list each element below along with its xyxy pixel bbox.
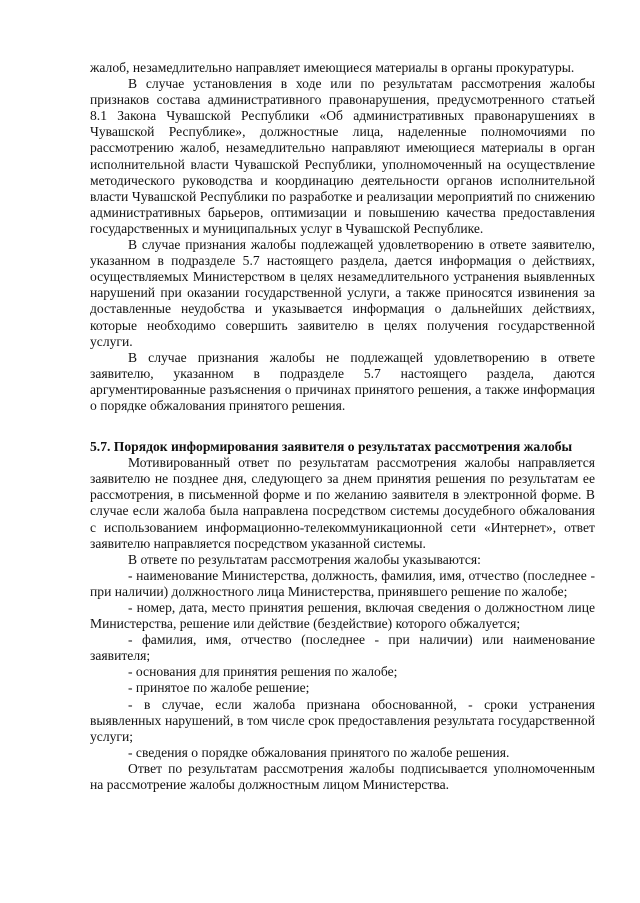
paragraph-closing: Ответ по результатам рассмотрения жалобы подписывается уполномоченным на рассмотрение жалобы должностным лицом Министерства. xyxy=(90,760,595,793)
paragraph-reasoned-answer: Мотивированный ответ по результатам рассмотрения жалобы направляется заявителю не позднее дня, следующего за днем принятия решения по результатам ее рассмотрения, в письменной форме и по желанию заявителя в электронной форме. В случае если жалоба была направлена посредством системы досудебного обжалования с использованием информационно-телекоммуникационной сети «Интернет», ответ заявителю направляется посредством указанной системы. xyxy=(90,455,595,551)
paragraph-continuation: жалоб, незамедлительно направляет имеющиеся материалы в органы прокуратуры. xyxy=(90,60,575,75)
list-item: - сведения о порядке обжалования принятого по жалобе решения. xyxy=(128,744,510,760)
paragraph-complaint-satisfied: В случае признания жалобы подлежащей удовлетворению в ответе заявителю, указанном в подразделе 5.7 настоящего раздела, дается информация о действиях, осуществляемых Министерством в целях незамедлительного устранения выявленных нарушений при оказании государственной услуги, а также приносятся извинения за доставленные неудобства и указывается информация о дальнейших действиях, которые необходимо совершить заявителю в целях получения государственной услуги. xyxy=(90,237,595,349)
paragraph-answer-contents-intro: В ответе по результатам рассмотрения жалобы указываются: xyxy=(128,551,481,567)
list-item: - основания для принятия решения по жалобе; xyxy=(128,664,398,680)
document-page xyxy=(90,60,595,793)
list-item: - фамилия, имя, отчество (последнее - при наличии) или наименование заявителя; xyxy=(90,632,595,664)
paragraph-complaint-rejected: В случае признания жалобы не подлежащей удовлетворению в ответе заявителю, указанном в подразделе 5.7 настоящего раздела, даются аргументированные разъяснения о причинах принятого решения, а также информация о порядке обжалования принятого решения. xyxy=(90,349,595,413)
list-item: - принятое по жалобе решение; xyxy=(128,680,310,696)
list-item: - номер, дата, место принятия решения, включая сведения о должностном лице Министерства, решение или действие (бездействие) которого обжалуется; xyxy=(90,600,595,632)
list-item: - в случае, если жалоба признана обоснованной, - сроки устранения выявленных нарушений, в том числе срок предоставления результата государственной услуги; xyxy=(90,696,595,744)
list-item: - наименование Министерства, должность, фамилия, имя, отчество (последнее - при наличии) должностного лица Министерства, принявшего решение по жалобе; xyxy=(90,567,595,599)
paragraph-administrative-offense: В случае установления в ходе или по результатам рассмотрения жалобы признаков состава административного правонарушения, предусмотренного статьей 8.1 Закона Чувашской Республики «Об административных правонарушениях в Чувашской Республике», должностные лица, наделенные полномочиями по рассмотрению жалоб, незамедлительно направляют имеющиеся материалы в орган исполнительной власти Чувашской Республики, уполномоченный на осуществление методического руководства и координацию деятельности органов исполнительной власти Чувашской Республики по разработке и реализации мероприятий по снижению административных барьеров, оптимизации и повышению качества предоставления государственных и муниципальных услуг в Чувашской Республике. xyxy=(90,76,595,236)
section-heading: 5.7. Порядок информирования заявителя о результатах рассмотрения жалобы xyxy=(90,439,573,455)
